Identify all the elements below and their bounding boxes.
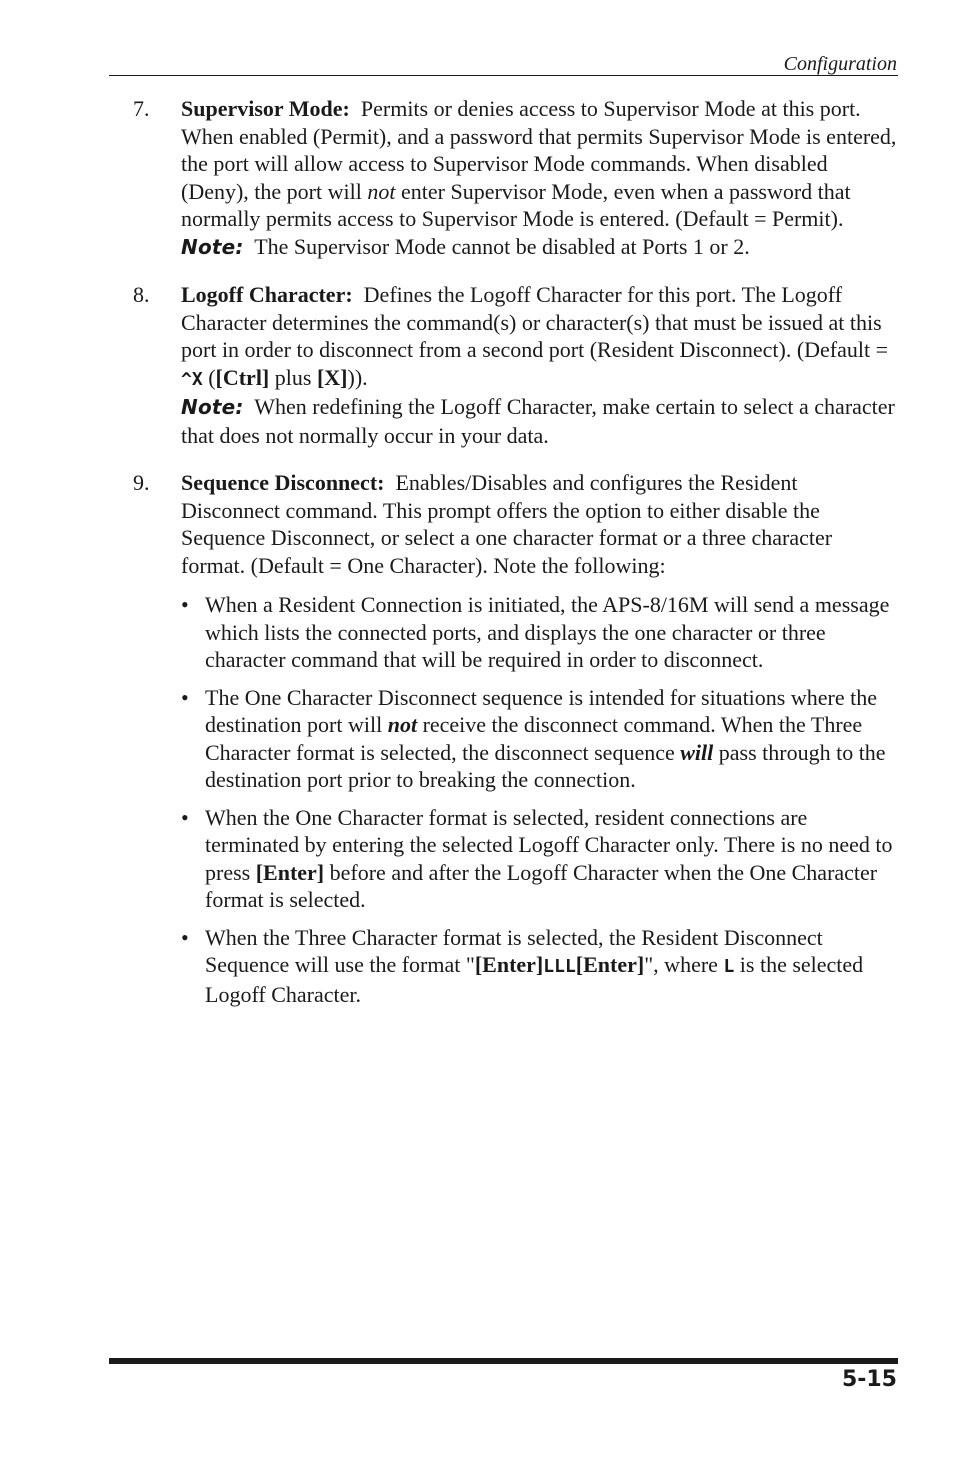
bullet-icon: • (181, 684, 189, 710)
body-text: Defines the Logoff Character for this port. The Logoff Character determines the command(s) or character(s) that must be issued at this port in order to disconnect from a second port (Resident Disconnect). (Default = (181, 282, 889, 362)
item-supervisor-mode (109, 95, 898, 261)
body-text: plus (269, 364, 317, 390)
header-rule (109, 75, 898, 76)
item-number: 8. (133, 282, 150, 307)
bullet-text: When the Three Character format is selected, the Resident Disconnect Sequence will use the format " (205, 924, 823, 977)
bullet-text: pass through to the destination port prior to breaking the connection. (205, 739, 886, 792)
item-number: 7. (133, 96, 150, 121)
body-text: Enables/Disables and configures the Resident Disconnect command. This prompt offers the option to either disable the Sequence Disconnect, or select a one character format or a three character format. (Default = One Character). Note the following: (181, 470, 833, 578)
item-title: Supervisor Mode: (181, 96, 350, 121)
list-item (181, 804, 898, 914)
bullet-text: is the selected Logoff Character. (205, 952, 864, 1007)
key-label: [Enter] (575, 952, 645, 977)
item-sequence-disconnect (109, 469, 898, 1008)
note (181, 393, 898, 449)
page-content (109, 95, 898, 1028)
note-text: When redefining the Logoff Character, make certain to select a character that does not normally occur in your data. (181, 394, 895, 448)
code-text: L (723, 956, 735, 977)
code-text: ^X (181, 368, 203, 390)
emphasis: not (387, 712, 418, 737)
bullet-icon: • (181, 924, 189, 950)
key-label: [Enter] (474, 952, 544, 977)
bullet-text: When the One Character format is selected, resident connections are terminated by entering the selected Logoff Character only. There is no need to press (205, 804, 893, 885)
key-label: [Ctrl] (215, 364, 270, 390)
bullet-icon: • (181, 592, 189, 617)
emphasis: not (367, 178, 396, 204)
bullet-text: When a Resident Connection is initiated, the APS-8/16M will send a message which lists the connected ports, and displays the one character or three character command that will be required in order to disconnect. (205, 592, 890, 672)
bullet-list (181, 591, 898, 1008)
note-label: Note: (181, 395, 244, 419)
list-item (181, 591, 898, 674)
bullet-text: receive the disconnect command. When the Three Character format is selected, the disconnect sequence (205, 712, 863, 765)
bullet-text: The One Character Disconnect sequence is intended for situations where the destination port will (205, 684, 877, 737)
item-body (181, 95, 898, 233)
note-label: Note: (181, 234, 244, 259)
note (181, 233, 898, 262)
list-item (181, 684, 898, 794)
page-number: 5-15 (841, 1367, 897, 1392)
running-head: Configuration (783, 53, 897, 75)
body-text: Permits or denies access to Supervisor Mode at this port. When enabled (Permit), and a password that permits Supervisor Mode is entered, the port will allow access to Supervisor Mode commands. When disabled (Deny), the port will (181, 96, 897, 204)
key-label: [Enter] (255, 859, 325, 885)
body-text: enter Supervisor Mode, even when a password that normally permits access to Supervisor Mode is entered. (Default = Permit). (181, 178, 851, 231)
item-logoff-character (109, 281, 898, 449)
code-text: LLL (543, 956, 576, 977)
item-title: Logoff Character: (181, 282, 353, 307)
item-title: Sequence Disconnect: (181, 470, 385, 495)
body-text: )). (347, 364, 368, 390)
footer-rule (109, 1358, 898, 1364)
item-number: 9. (133, 470, 150, 495)
bullet-icon: • (181, 804, 189, 830)
item-body (181, 281, 898, 393)
emphasis: will (680, 739, 714, 765)
list-item (181, 924, 898, 1009)
note-text: The Supervisor Mode cannot be disabled at Ports 1 or 2. (254, 233, 750, 259)
bullet-text: ", where (644, 952, 724, 977)
item-body (181, 469, 898, 579)
body-text: ( (202, 364, 216, 390)
key-label: [X] (316, 364, 348, 390)
bullet-text: before and after the Logoff Character when the One Character format is selected. (205, 859, 878, 912)
